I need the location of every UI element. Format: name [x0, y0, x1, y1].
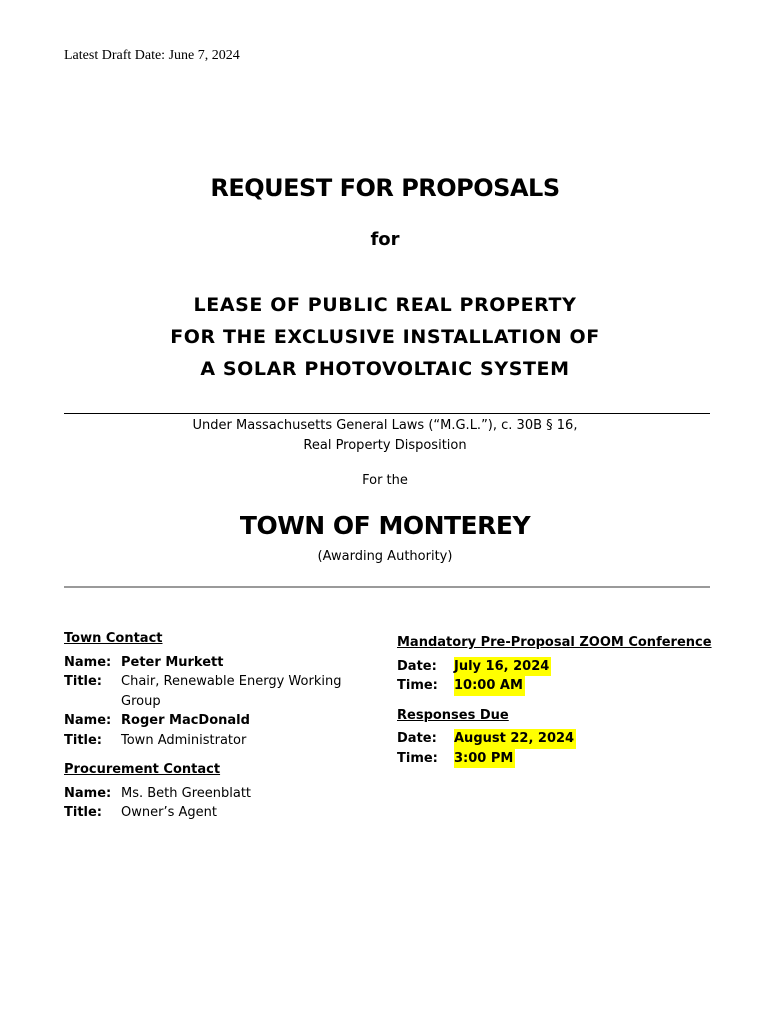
field-label: Title:: [64, 674, 103, 689]
awarding-authority-label: (Awarding Authority): [317, 549, 453, 564]
law-line: Real Property Disposition: [303, 438, 467, 453]
subject-line: FOR THE EXCLUSIVE INSTALLATION OF: [170, 326, 600, 348]
contacts-column: [64, 629, 384, 823]
responses-heading: Responses Due: [397, 707, 509, 723]
contact-row: [64, 784, 384, 804]
conference-heading: Mandatory Pre-Proposal ZOOM Conference: [397, 635, 712, 650]
contact-title: Town Administrator: [121, 732, 247, 748]
subject-line: A SOLAR PHOTOVOLTAIC SYSTEM: [200, 358, 570, 380]
document-title: REQUEST FOR PROPOSALS: [210, 174, 560, 202]
field-label: Time:: [397, 750, 438, 766]
field-label: Name:: [64, 654, 112, 670]
law-line: Under Massachusetts General Laws (“M.G.L.”), c. 30B § 16,: [192, 418, 578, 433]
procurement-contact-heading: Procurement Contact: [64, 762, 221, 777]
field-label: Name:: [64, 713, 112, 728]
contact-title: Chair, Renewable Energy Working Group: [121, 674, 342, 709]
contact-name: Roger MacDonald: [121, 713, 250, 728]
contact-row: [64, 803, 384, 823]
responses-date: August 22, 2024: [454, 729, 576, 749]
town-name: TOWN OF MONTEREY: [239, 511, 531, 540]
field-label: Time:: [397, 678, 438, 693]
field-label: Title:: [64, 732, 103, 748]
conference-date: July 16, 2024: [454, 657, 551, 677]
contact-row: [64, 672, 384, 711]
for-the-label: For the: [362, 473, 408, 488]
town-contact-heading: Town Contact: [64, 631, 163, 646]
field-label: Date:: [397, 731, 437, 746]
schedule-row: [397, 676, 717, 696]
contact-name: Peter Murkett: [121, 654, 224, 670]
conference-time: 10:00 AM: [454, 676, 525, 696]
contact-name: Ms. Beth Greenblatt: [121, 785, 252, 801]
draft-date: Latest Draft Date: June 7, 2024: [64, 48, 240, 63]
for-label: for: [370, 229, 400, 250]
subject-line: LEASE OF PUBLIC REAL PROPERTY: [193, 294, 577, 316]
divider: [64, 586, 710, 588]
contact-row: [64, 731, 384, 751]
schedule-row: [397, 657, 717, 677]
contact-row: [64, 711, 384, 731]
contact-title: Owner’s Agent: [121, 805, 217, 820]
schedule-row: [397, 729, 717, 749]
field-label: Title:: [64, 805, 103, 820]
law-reference: [0, 416, 770, 456]
schedule-row: [397, 749, 717, 769]
field-label: Date:: [397, 658, 437, 674]
schedule-column: [397, 633, 717, 768]
field-label: Name:: [64, 785, 112, 801]
responses-time: 3:00 PM: [454, 749, 515, 769]
divider: [64, 413, 710, 414]
subject-block: [0, 289, 770, 385]
contact-row: [64, 653, 384, 673]
